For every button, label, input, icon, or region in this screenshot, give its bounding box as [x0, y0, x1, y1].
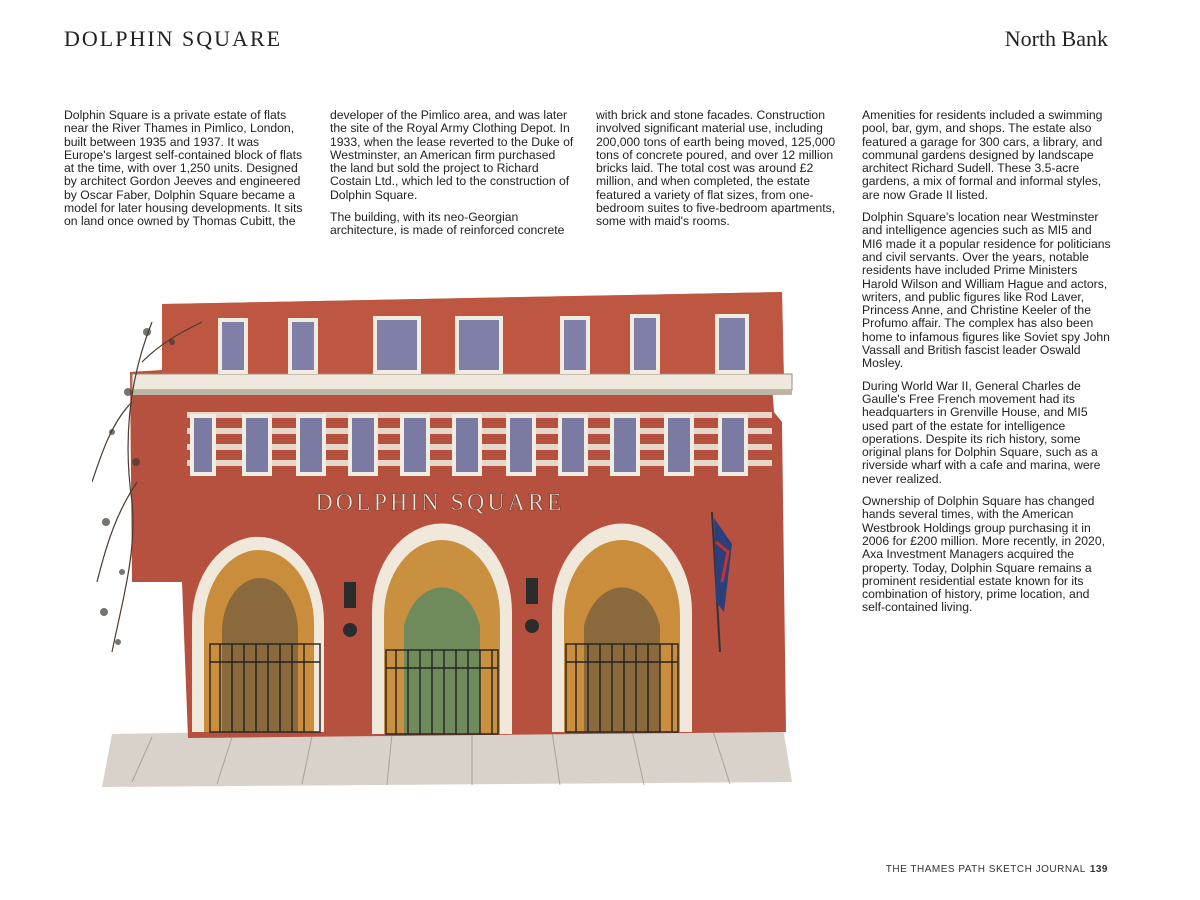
text-column-3: [596, 109, 840, 238]
cornice: [132, 374, 792, 390]
section-label: North Bank: [1004, 26, 1108, 51]
paragraph: developer of the Pimlico area, and was later the site of the Royal Army Clothing Depot. In 1933, when the lease reverted to the Duke of Westminster, an American firm purchased the land but sold the project to Richard Costain Ltd., which led to the construction of Dolphin Square.: [330, 108, 574, 202]
page-footer: [886, 864, 1108, 875]
paragraph: Ownership of Dolphin Square has changed hands several times, with the American Westbrook Holdings group purchasing it in 2006 for £200 million. More recently, in 2020, Axa Investment Managers acquired the property. Today, Dolphin Square remains a prominent residential estate known for its combination of history, prime location, and self-contained living.: [862, 494, 1105, 615]
page-title: DOLPHIN SQUARE: [64, 26, 283, 51]
arch-right: [552, 524, 692, 732]
paragraph: with brick and stone facades. Construction involved significant material use, including 200,000 tons of earth being moved, 125,000 tons of concrete poured, and over 12 million bricks laid. The total cost was around £2 million, and when completed, the estate featured a variety of flat sizes, from one-bedroom suites to five-bedroom apartments, some with maid's rooms.: [596, 108, 836, 229]
text-column-2: [330, 109, 574, 247]
paragraph: Amenities for residents included a swimming pool, bar, gym, and shops. The estate also featured a garage for 300 cars, a library, and communal gardens designed by landscape architect Richard Sudell. These 3.5-acre gardens, a mix of formal and informal styles, are now Grade II listed.: [862, 108, 1103, 202]
paragraph: Dolphin Square is a private estate of flats near the River Thames in Pimlico, London, built between 1935 and 1937. It was Europe's largest self-contained block of flats at the time, with over 1,250 units. Designed by architect Gordon Jeeves and engineered by Oscar Faber, Dolphin Square became a model for later housing developments. It sits on land once owned by Thomas Cubitt, the: [64, 108, 303, 229]
paragraph: During World War II, General Charles de Gaulle's Free French movement had its headquarters in Grenville House, and MI5 used part of the estate for intelligence operations. Despite its rich history, some original plans for Dolphin Square, such as a riverside wharf with a cafe and marina, were never realized.: [862, 378, 1101, 486]
arch-center: [372, 523, 512, 734]
journal-title: THE THAMES PATH SKETCH JOURNAL: [885, 864, 1086, 875]
building-illustration: [92, 282, 804, 794]
paragraph: Dolphin Square's location near Westminster and intelligence agencies such as MI5 and MI6 made it a popular residence for politicians and civil servants. Over the years, notable residents have included Prime Ministers Harold Wilson and William Hague and actors, writers, and public figures like Rod Laver, Princess Anne, and Christine Keeler of the Profumo affair. The complex has also been home to infamous figures like Soviet spy John Vassall and British fascist leader Oswald Mosley.: [862, 210, 1111, 371]
text-column-4: [862, 109, 1114, 624]
page-number: 139: [1089, 864, 1108, 875]
paragraph: The building, with its neo-Georgian architecture, is made of reinforced concrete: [330, 210, 565, 238]
building-sign: DOLPHIN SQUARE: [315, 490, 565, 516]
text-column-1: [64, 109, 308, 238]
